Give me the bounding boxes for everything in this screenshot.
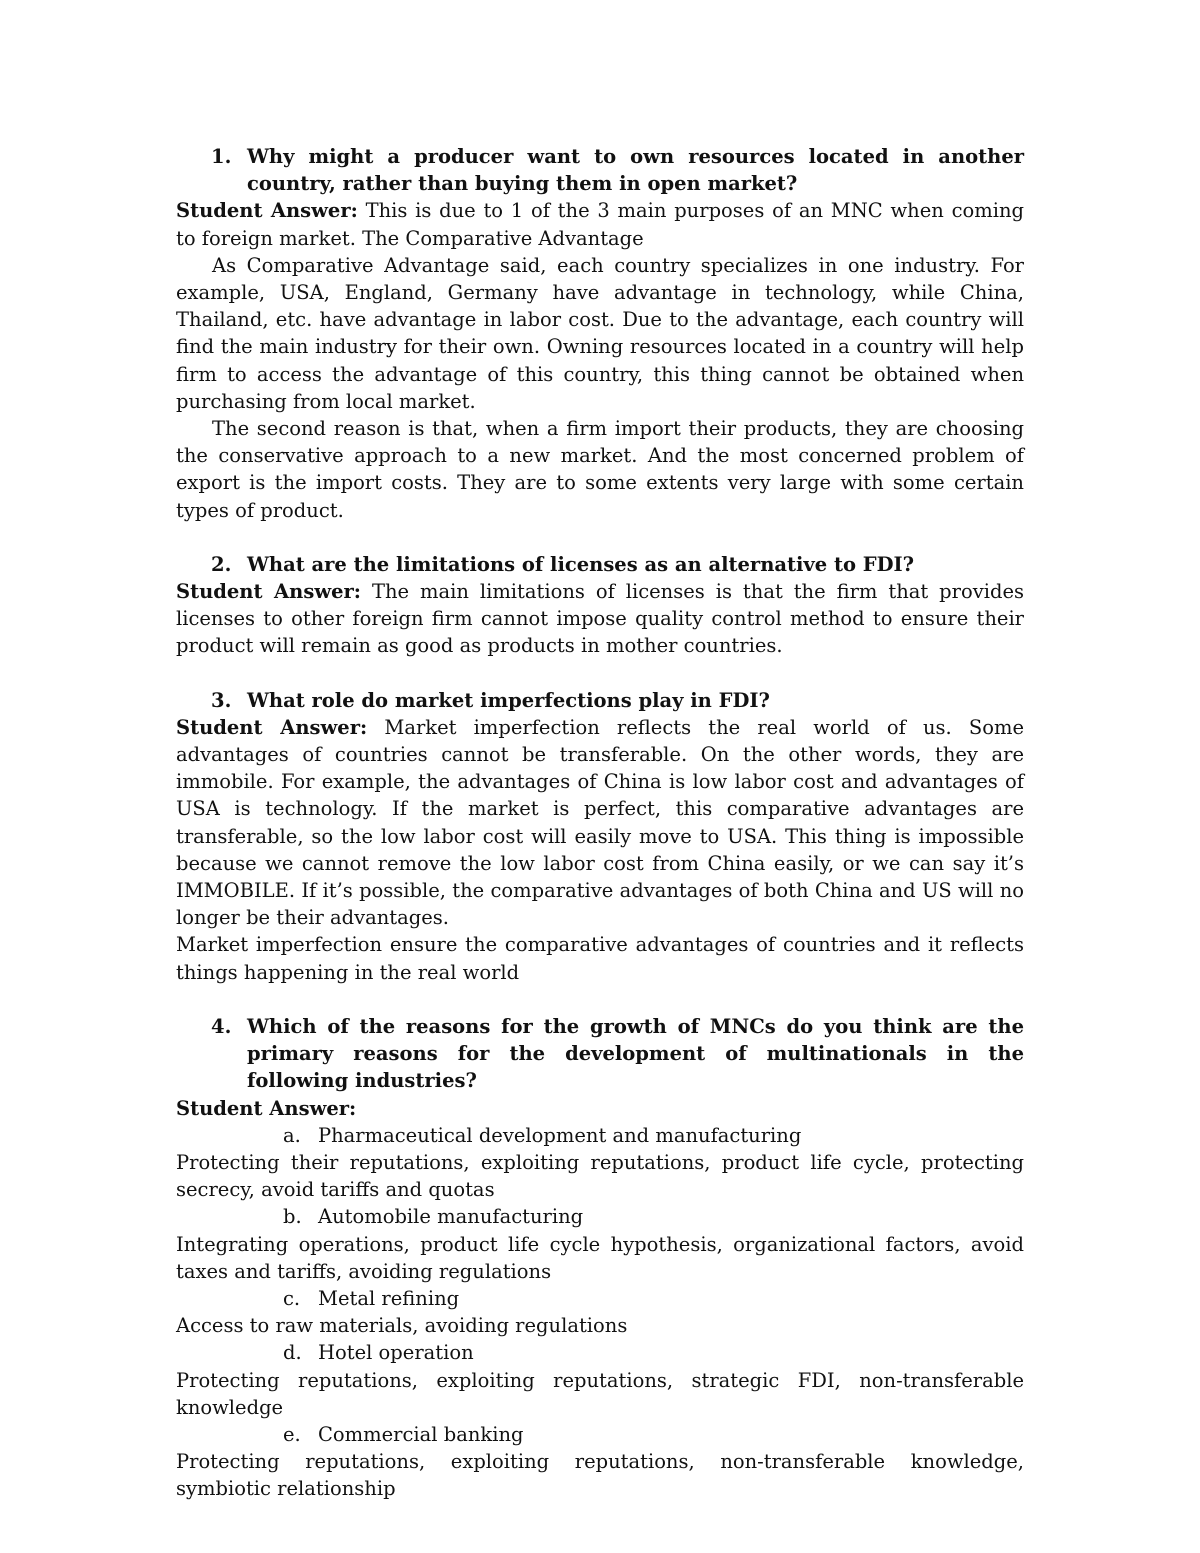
industry-item (176, 1285, 1024, 1312)
industry-name: Commercial banking (318, 1422, 524, 1446)
item-letter: e. (283, 1422, 301, 1446)
answer-text: This is due to 1 of the 3 main purposes of an MNC when coming to foreign market. The Comparative Advantage (176, 199, 1024, 250)
question-1 (176, 143, 1024, 197)
student-answer-label: Student Answer: (176, 1096, 357, 1120)
question-text: Why might a producer want to own resources located in another country, rather than buying them in open market? (247, 145, 1024, 196)
question-text: Which of the reasons for the growth of MNCs do you think are the primary reasons for the development of multinationals in the following industries? (247, 1014, 1024, 1093)
answer-1-intro (176, 197, 1024, 251)
industry-name: Metal refining (318, 1286, 460, 1310)
industry-item (176, 1203, 1024, 1230)
question-text: What are the limitations of licenses as an alternative to FDI? (247, 552, 915, 576)
document-page (176, 143, 1024, 1503)
student-answer-label: Student Answer: (176, 715, 368, 739)
answer-3 (176, 714, 1024, 932)
answer-2 (176, 578, 1024, 660)
spacer (176, 986, 1024, 1013)
item-letter: b. (283, 1205, 302, 1229)
answer-text: Market imperfection reflects the real world of us. Some advantages of countries cannot be transferable. On the other words, they are immobile. For example, the advantages of China is low labor cost and advantages of USA is technology. If the market is perfect, this comparative advantages are transferable, so the low labor cost will easily move to USA. This thing is impossible because we cannot remove the low labor cost from China easily, or we can say it’s IMMOBILE. If it’s possible, the comparative advantages of both China and US will no longer be their advantages. (176, 715, 1025, 930)
answer-4-label (176, 1095, 1024, 1122)
question-3 (176, 687, 1024, 714)
answer-1-paragraph-2: The second reason is that, when a firm import their products, they are choosing the conservative approach to a new market. And the most concerned problem of export is the import costs. They are to some extents very large with some certain types of product. (176, 417, 1024, 522)
industry-item (176, 1339, 1024, 1366)
question-number: 3. (211, 688, 232, 712)
question-number: 1. (211, 145, 232, 168)
industry-name: Automobile manufacturing (318, 1205, 584, 1229)
industry-reasons: Protecting their reputations, exploiting reputations, product life cycle, protecting secrecy, avoid tariffs and quotas (176, 1150, 1024, 1202)
spacer (176, 660, 1024, 687)
industry-reasons: Access to raw materials, avoiding regulations (176, 1314, 628, 1338)
item-letter: a. (283, 1123, 301, 1147)
answer-3-conclusion: Market imperfection ensure the comparative advantages of countries and it reflects things happening in the real world (176, 933, 1024, 984)
industry-reasons: Protecting reputations, exploiting reputations, non-transferable knowledge, symbiotic relationship (176, 1450, 1024, 1501)
answer-text: The main limitations of licenses is that the firm that provides licenses to other foreign firm cannot impose quality control method to ensure their product will remain as good as products in mother countries. (176, 580, 1024, 658)
industry-name: Hotel operation (318, 1341, 474, 1365)
industry-reasons: Protecting reputations, exploiting reputations, strategic FDI, non-transferable knowledge (176, 1368, 1024, 1419)
spacer (176, 524, 1024, 551)
industry-name: Pharmaceutical development and manufacturing (318, 1123, 802, 1147)
industry-reasons: Integrating operations, product life cycle hypothesis, organizational factors, avoid taxes and tariffs, avoiding regulations (176, 1232, 1024, 1283)
item-letter: d. (283, 1341, 302, 1365)
question-number: 2. (211, 552, 232, 576)
question-number: 4. (211, 1014, 232, 1038)
item-letter: c. (283, 1286, 301, 1310)
student-answer-label: Student Answer: (176, 580, 361, 604)
question-text: What role do market imperfections play in FDI? (247, 688, 770, 712)
industry-item (176, 1421, 1024, 1448)
answer-1-paragraph-1: As Comparative Advantage said, each country specializes in one industry. For example, USA, England, Germany have advantage in technology, while China, Thailand, etc. have advantage in labor cost. Due to the advantage, each country will find the main industry for their own. Owning resources located in a country will help firm to access the advantage of this country, this thing cannot be obtained when purchasing from local market. (176, 253, 1024, 413)
question-2 (176, 551, 1024, 578)
question-4 (176, 1013, 1024, 1095)
industry-item (176, 1122, 1024, 1149)
student-answer-label: Student Answer: (176, 199, 358, 223)
